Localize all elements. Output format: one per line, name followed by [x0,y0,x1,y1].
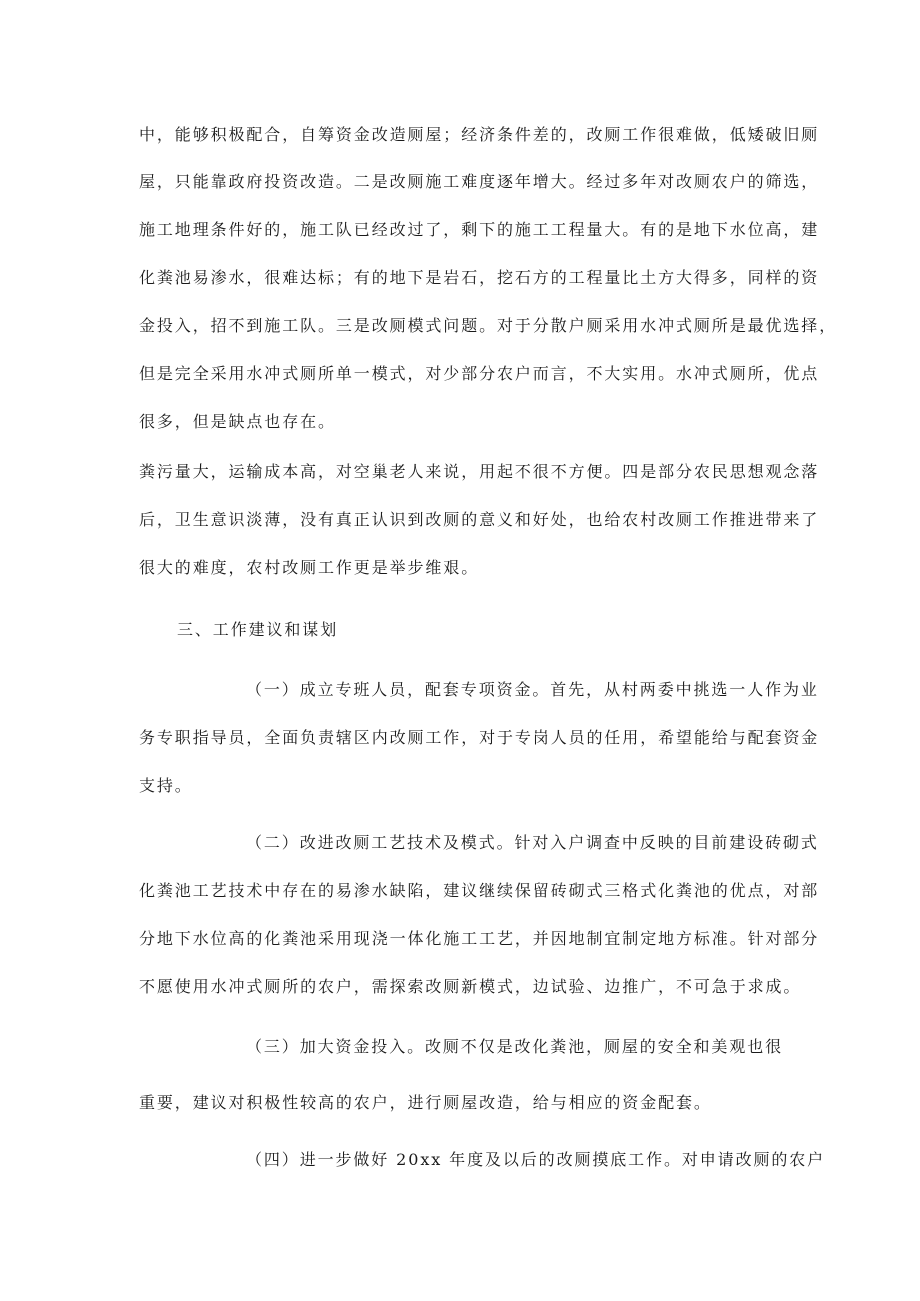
text-line: 后，卫生意识淡薄，没有真正认识到改厕的意义和好处，也给农村改厕工作推进带来了 [139,510,820,529]
text-line: 务专职指导员，全面负责辖区内改厕工作，对于专岗人员的任用，希望能给与配套资金 [139,728,820,747]
text-line: 化粪池工艺技术中存在的易渗水缺陷，建议继续保留砖砌式三格式化粪池的优点，对部 [139,881,820,900]
text-line: 支持。 [139,776,193,795]
text-line: 很多，但是缺点也存在。 [139,412,336,431]
text-line: （二）改进改厕工艺技术及模式。针对入户调查中反映的目前建设砖砌式 [246,833,819,852]
section-heading: 三、工作建议和谋划 [177,620,339,639]
text-line: 粪污量大，运输成本高，对空巢老人来说，用起不很不方便。四是部分农民思想观念落 [139,462,820,481]
text-line: 很大的难度，农村改厕工作更是举步维艰。 [139,558,480,577]
text-line: 屋，只能靠政府投资改造。二是改厕施工难度逐年增大。经过多年对改厕农户的筛选， [139,172,820,191]
text-line: 金投入，招不到施工队。三是改厕模式问题。对于分散户厕采用水冲式厕所是最优选择， [139,316,838,335]
text-line: 重要，建议对积极性较高的农户，进行厕屋改造，给与相应的资金配套。 [139,1093,712,1112]
text-line: 但是完全采用水冲式厕所单一模式，对少部分农户而言，不大实用。水冲式厕所，优点 [139,364,820,383]
text-line: （四）进一步做好 20xx 年度及以后的改厕摸底工作。对申请改厕的农户 [246,1150,826,1169]
text-line: 中，能够积极配合，自筹资金改造厕屋；经济条件差的，改厕工作很难做，低矮破旧厕 [139,125,820,144]
text-line: （三）加大资金投入。改厕不仅是改化粪池，厕屋的安全和美观也很 [246,1037,784,1056]
text-line: 不愿使用水冲式厕所的农户，需探索改厕新模式，边试验、边推广，不可急于求成。 [139,977,802,996]
text-line: 施工地理条件好的，施工队已经改过了，剩下的施工工程量大。有的是地下水位高，建 [139,220,820,239]
text-line: （一）成立专班人员，配套专项资金。首先，从村两委中挑选一人作为业 [246,680,819,699]
text-line: 化粪池易渗水，很难达标；有的地下是岩石，挖石方的工程量比土方大得多，同样的资 [139,268,820,287]
text-line: 分地下水位高的化粪池采用现浇一体化施工工艺，并因地制宜制定地方标准。针对部分 [139,929,820,948]
